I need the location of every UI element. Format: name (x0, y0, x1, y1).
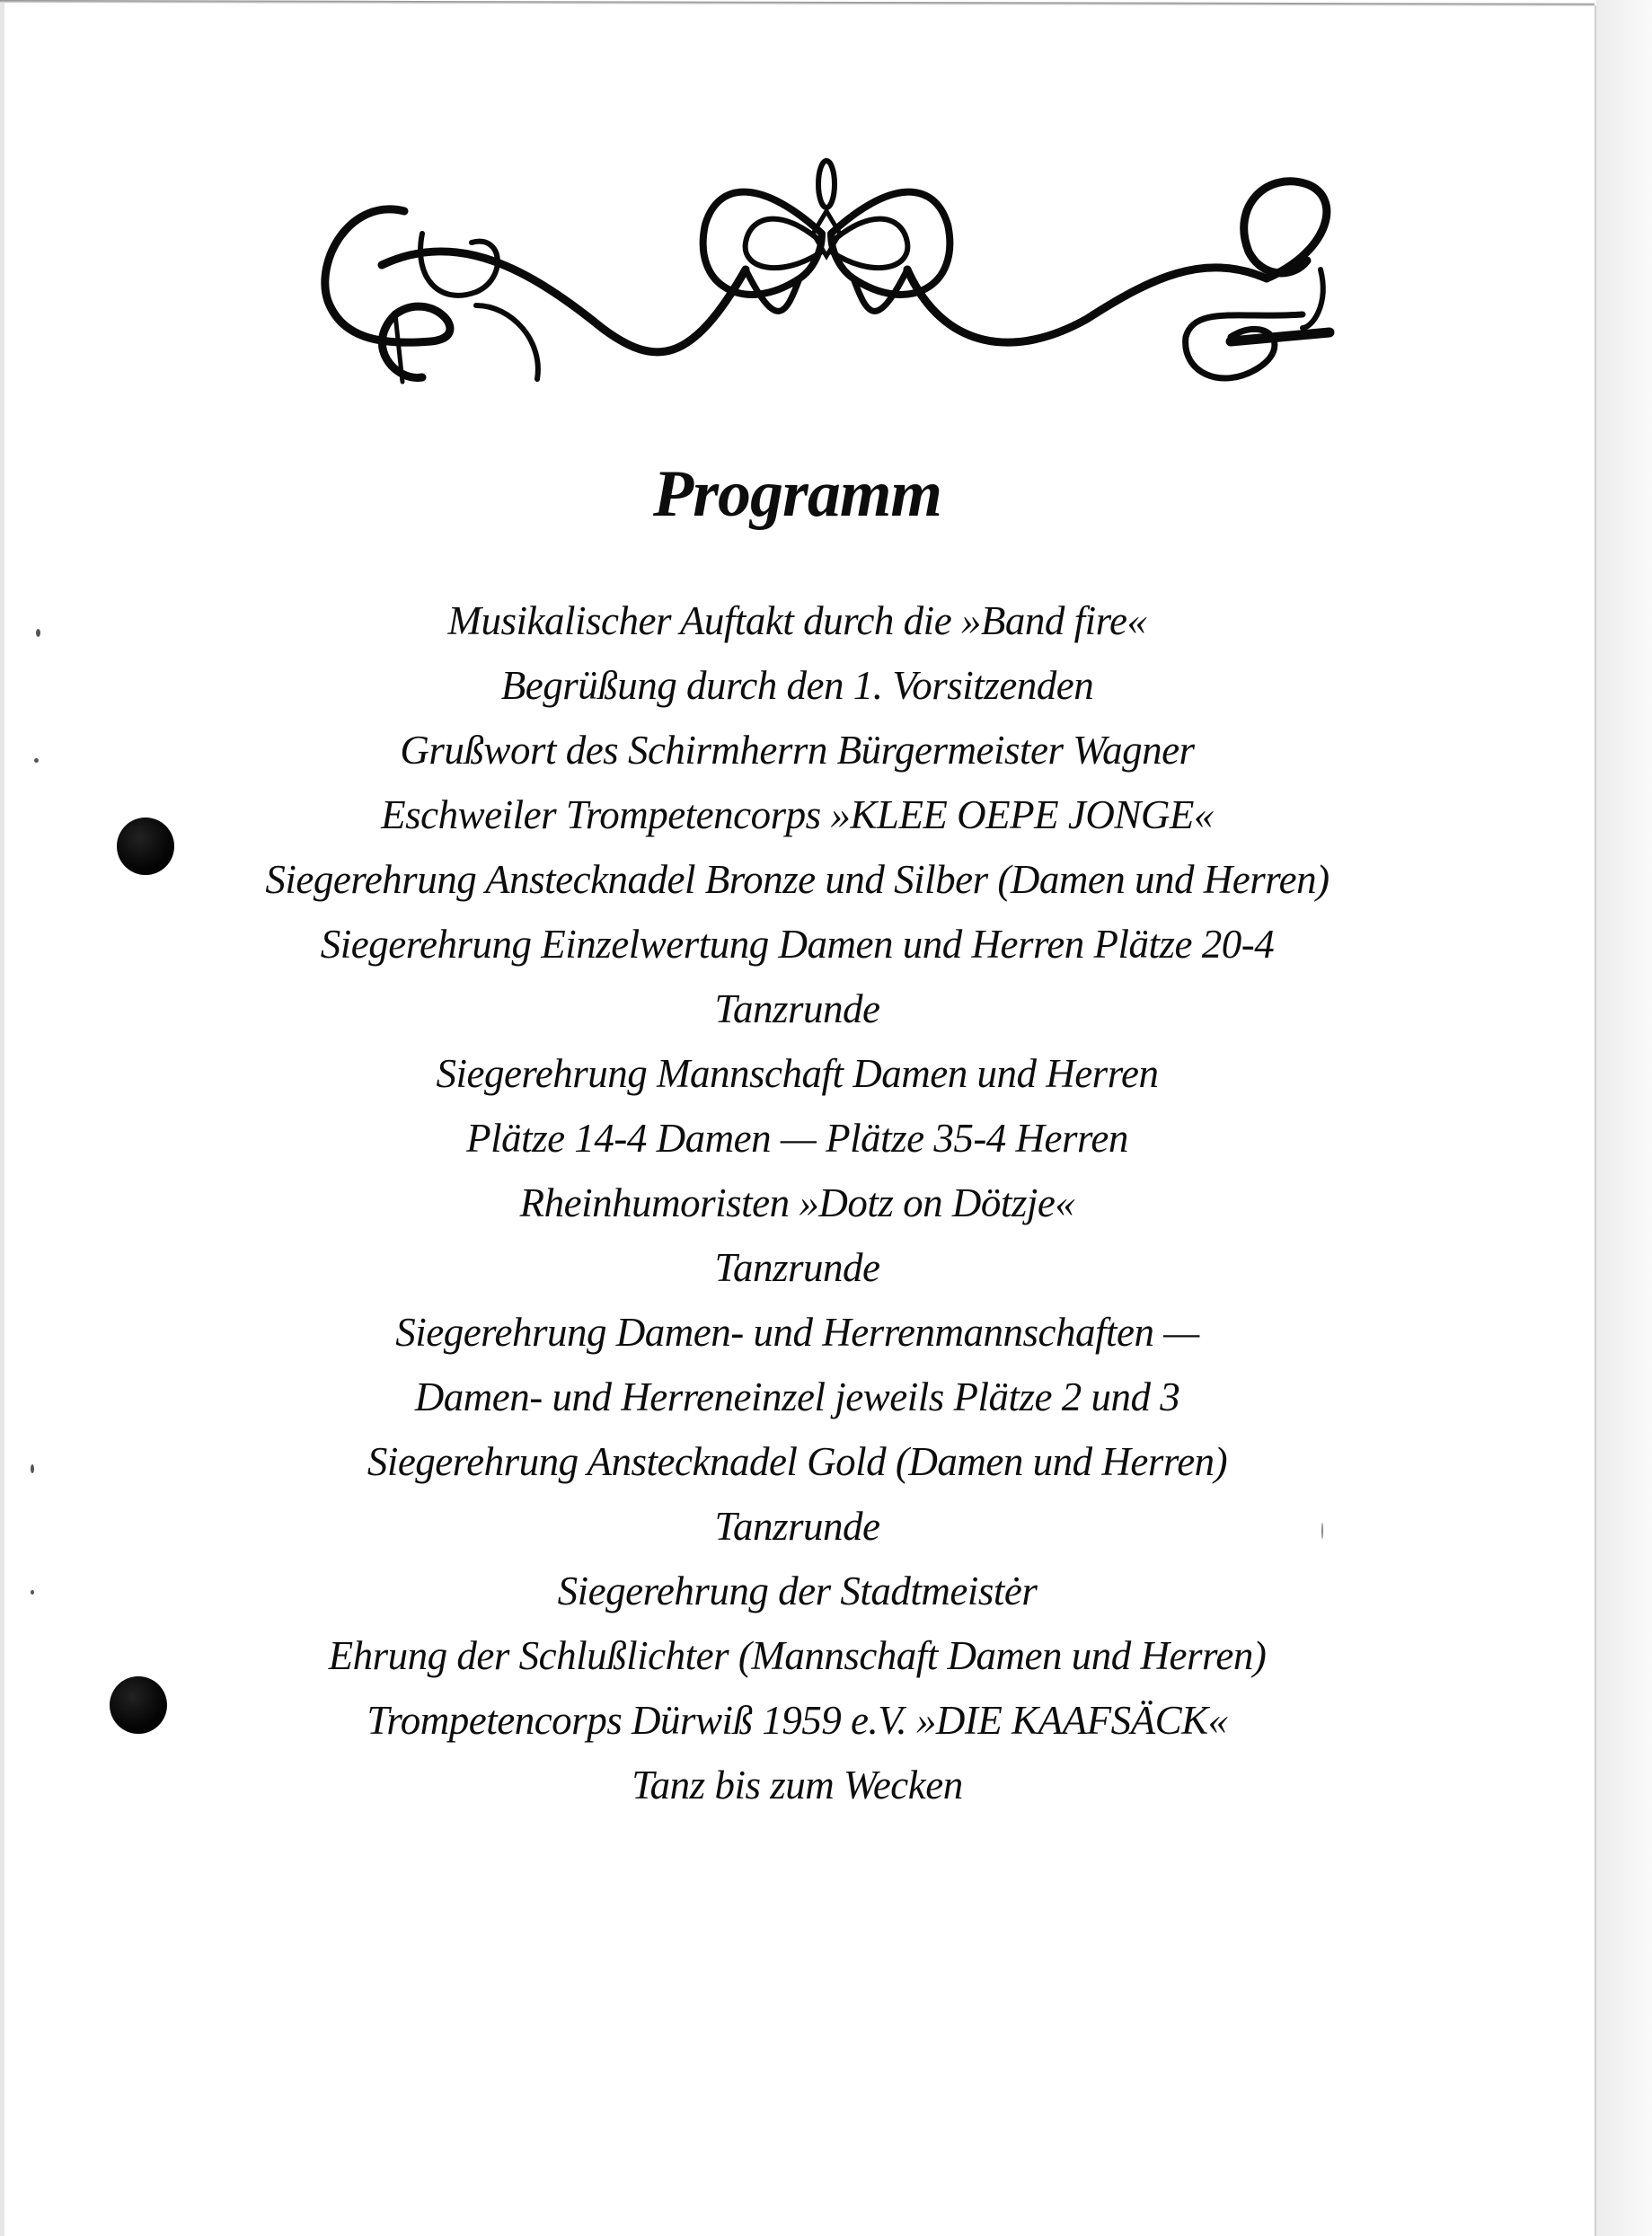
right-scan-margin (1596, 0, 1652, 2236)
program-item: Begrüßung durch den 1. Vorsitzenden (500, 663, 1094, 708)
program-item: Grußwort des Schirmherrn Bürgermeister Wagner (400, 728, 1195, 773)
ornament-right-outer-loop (831, 192, 950, 295)
program-item: Tanzrunde (714, 1504, 880, 1549)
scan-speck (36, 629, 40, 637)
ornament-left-tail (476, 305, 538, 379)
ornament-right-lower (1186, 314, 1303, 378)
program-item: Siegerehrung Mannschaft Damen und Herren (436, 1051, 1159, 1096)
program-item: Tanzrunde (714, 1245, 880, 1290)
program-item: Trompetencorps Dürwiß 1959 e.V. »DIE KAAFSÄCK« (367, 1698, 1228, 1743)
program-item: Siegerehrung Anstecknadel Gold (Damen und Herren) (367, 1439, 1228, 1484)
scroll-flourish-ornament (296, 144, 1356, 404)
program-item: Ehrung der Schlußlichter (Mannschaft Damen und Herren) (328, 1633, 1267, 1678)
ornament-left-curl (420, 234, 498, 296)
scan-speck (31, 1464, 34, 1473)
ornament-top-loop (818, 161, 835, 208)
program-item: Eschweiler Trompetencorps »KLEE OEPE JONGE« (381, 792, 1214, 837)
program-item: Siegerehrung der Stadtmeistėr (557, 1569, 1038, 1613)
ornament-left-outer-loop (703, 192, 822, 295)
ornament-right-scroll (1244, 181, 1327, 278)
ornament-main-wave-right (907, 268, 1267, 342)
ornament-left-scroll (325, 209, 450, 377)
program-item: Siegerehrung Einzelwertung Damen und Herren Plätze 20-4 (320, 922, 1275, 967)
scan-speck (34, 758, 39, 763)
punch-hole-upper (117, 818, 174, 875)
program-list (0, 588, 1595, 1817)
ornament-right-curl (1303, 270, 1323, 328)
scan-speck (31, 1590, 34, 1595)
scan-speck (1321, 1523, 1323, 1539)
program-item: Musikalischer Auftakt durch die »Band fire« (447, 598, 1147, 643)
ornament-right-bar (1231, 332, 1330, 341)
program-item: Rheinhumoristen »Dotz on Dötzje« (519, 1180, 1075, 1225)
program-item: Plätze 14-4 Damen — Plätze 35-4 Herren (466, 1116, 1128, 1161)
program-item: Tanz bis zum Wecken (632, 1763, 963, 1807)
page-title: Programm (653, 457, 941, 531)
program-item: Siegerehrung Anstecknadel Bronze und Silber (Damen und Herren) (265, 857, 1330, 902)
punch-hole-lower (110, 1676, 167, 1734)
program-item: Tanzrunde (714, 986, 880, 1031)
program-item: Siegerehrung Damen- und Herrenmannschaften — (395, 1310, 1199, 1355)
top-page-edge (0, 0, 1595, 6)
program-item: Damen- und Herreneinzel jeweils Plätze 2 und 3 (414, 1374, 1180, 1419)
